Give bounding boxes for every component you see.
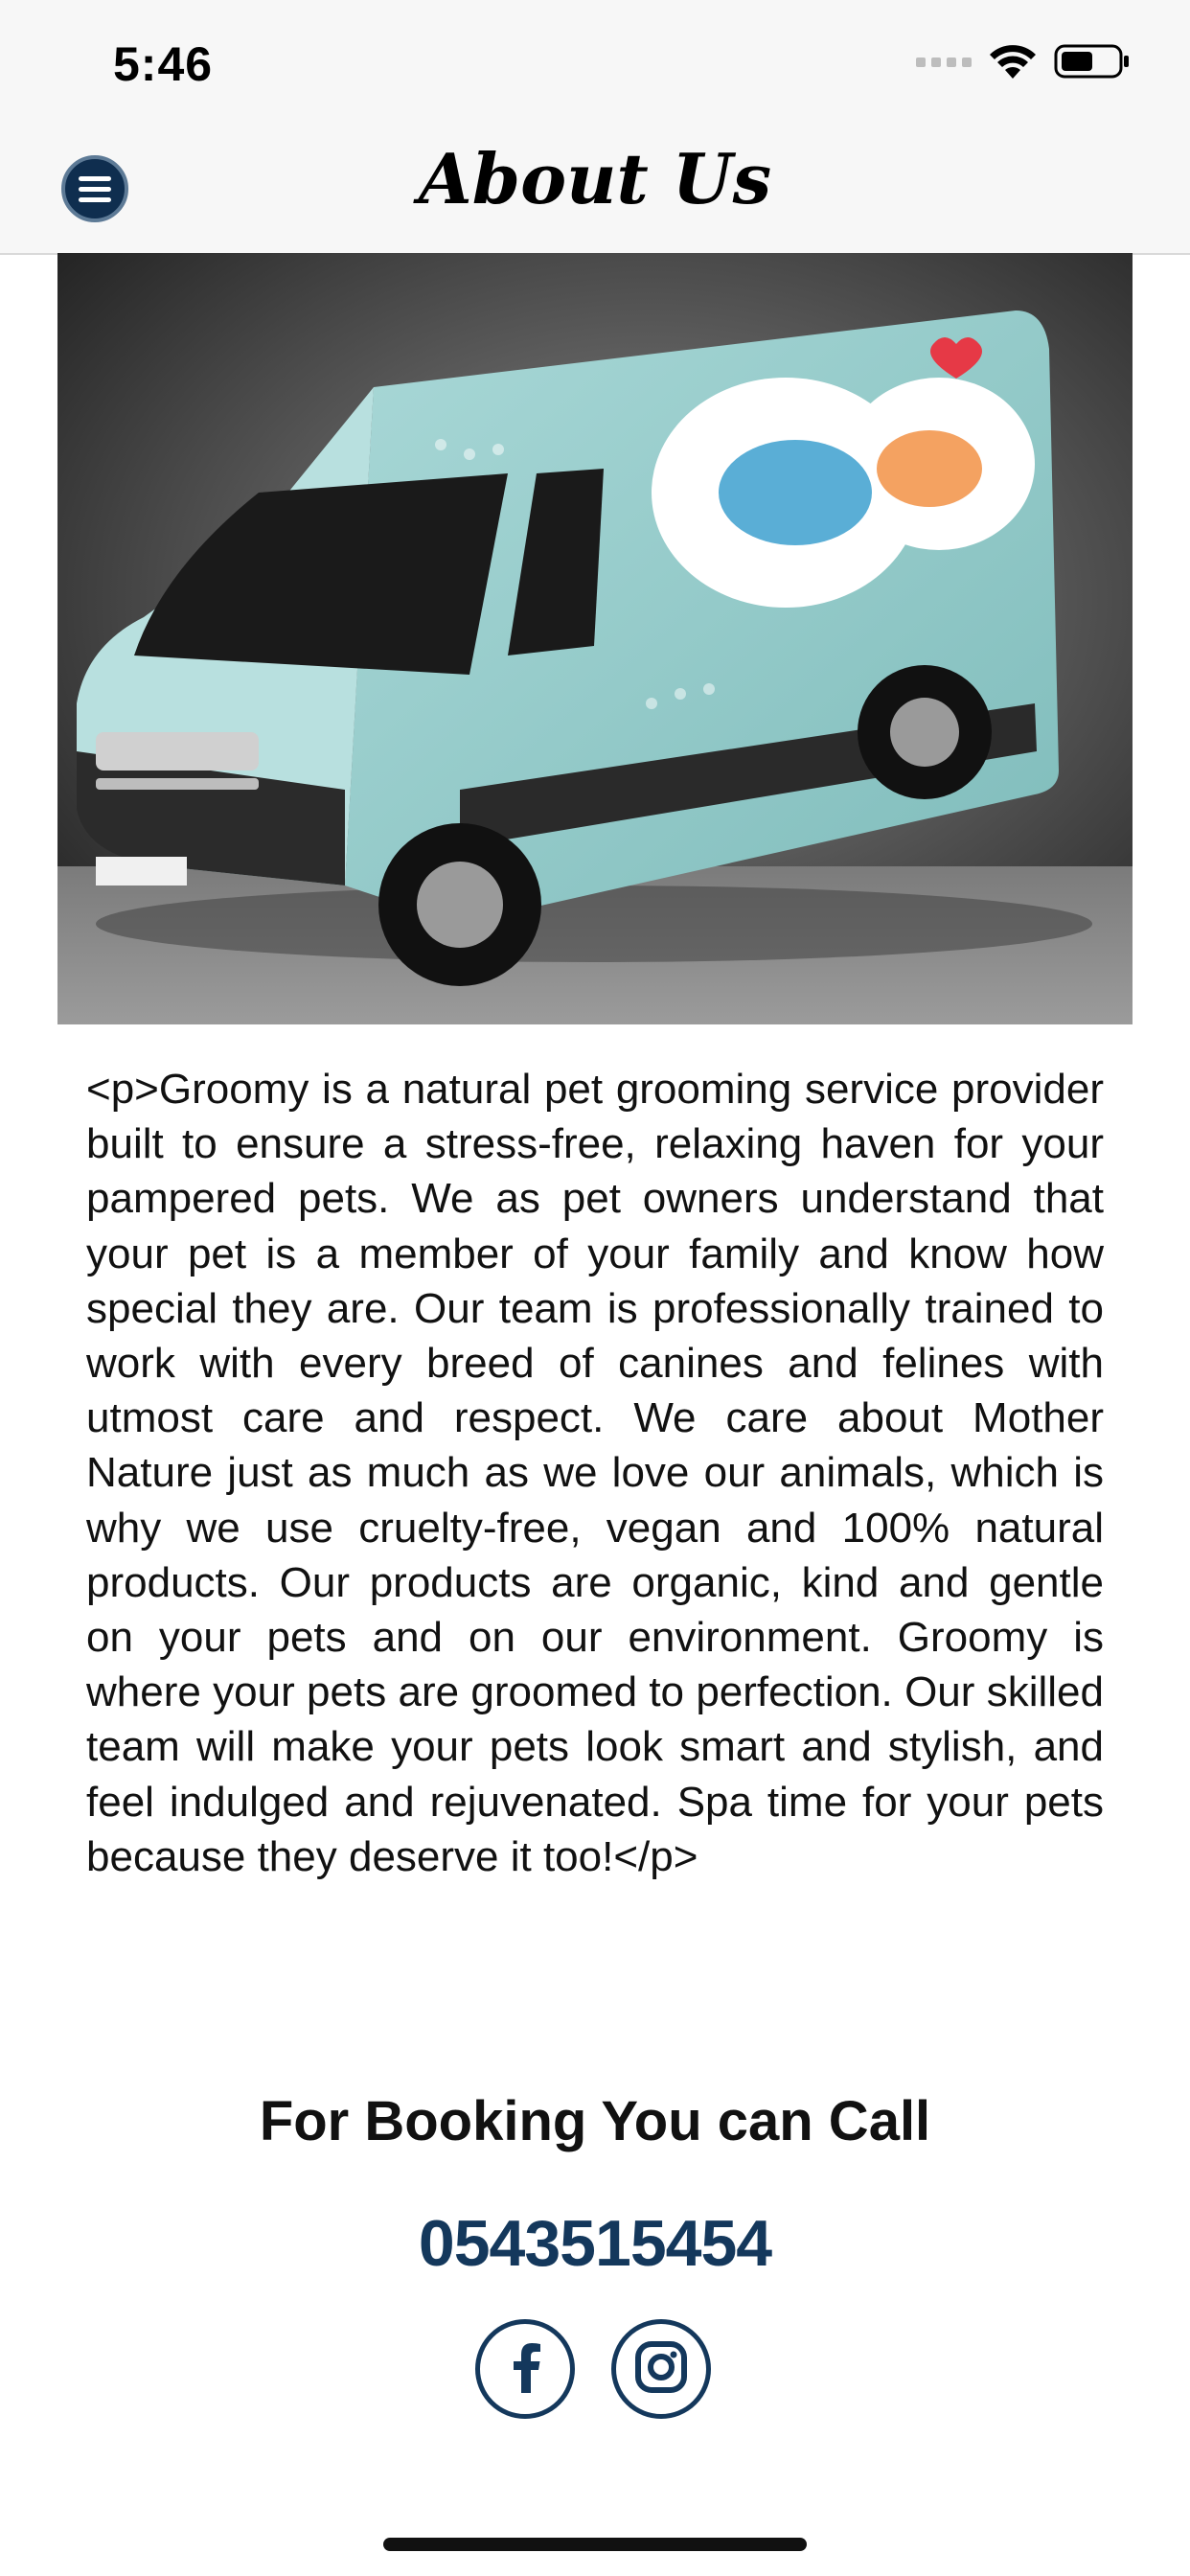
battery-icon (1054, 42, 1131, 85)
nav-bar (0, 125, 1190, 255)
home-indicator[interactable] (383, 2538, 807, 2551)
facebook-button[interactable] (475, 2319, 575, 2419)
status-time: 5:46 (113, 37, 214, 91)
signal-icon (916, 55, 972, 73)
status-icons (916, 42, 1131, 84)
social-links (475, 2319, 711, 2419)
facebook-icon (506, 2341, 544, 2398)
status-bar (0, 0, 1190, 125)
about-description: <p>Groomy is a natural pet grooming service provider built to ensure a stress-free, relaxing haven for your pampered pets. We as pet owners understand that your pet is a member of your family and know how special they are. Our team is professionally trained to work with every breed of canines and felines with utmost care and respect. We care about Mother Nature just as much as we love our animals, which is why we use cruelty-free, vegan and 100% natural products. Our products are organic, kind and gentle on your pets and on our environment. Groomy is where your pets are groomed to perfection. Our skilled team will make your pets look smart and stylish, and feel indulged and rejuvenated. Spa time for your pets because they deserve it too!</p> (86, 1066, 1104, 1880)
instagram-icon (634, 2340, 688, 2399)
page-title: About Us (418, 138, 772, 219)
booking-heading: For Booking You can Call (259, 2090, 931, 2152)
instagram-button[interactable] (611, 2319, 711, 2419)
van-wrap-image (57, 253, 1133, 1024)
phone-number-link[interactable]: 0543515454 (418, 2207, 772, 2280)
wifi-icon (989, 42, 1037, 85)
